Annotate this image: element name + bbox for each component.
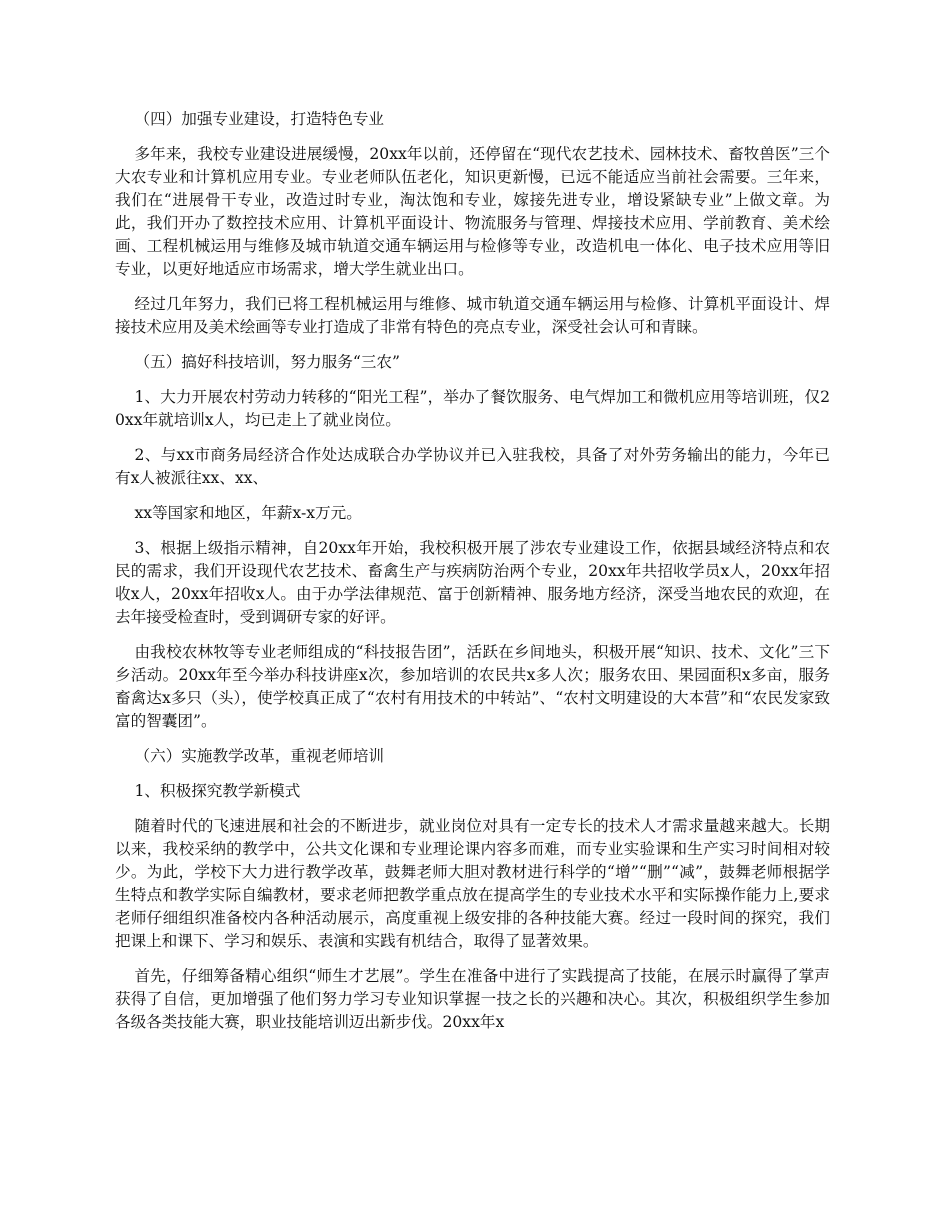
paragraph: 经过几年努力，我们已将工程机械运用与维修、城市轨道交通车辆运用与检修、计算机平面设计、焊接技术应用及美术绘画等专业打造成了非常有特色的亮点专业，深受社会认可和青睐。: [115, 295, 830, 336]
paragraph: 由我校农林牧等专业老师组成的“科技报告团”，活跃在乡间地头，积极开展“知识、技术、文化”三下乡活动。20xx年至今举办科技讲座x次，参加培训的农民共x多人次；服务农田、果园面积x多亩，服务畜禽达x多只（头），使学校真正成了“农村有用技术的中转站”、“农村文明建设的大本营”和“农民发家致富的智囊团”。: [115, 643, 830, 730]
paragraph: xx等国家和地区，年薪x-x万元。: [134, 504, 362, 522]
section-heading-6: （六）实施教学改革，重视老师培训: [134, 747, 385, 765]
paragraph: 多年来，我校专业建设进展缓慢，20xx年以前，还停留在“现代农艺技术、园林技术、畜牧兽医”三个大农专业和计算机应用专业。专业老师队伍老化，知识更新慢，已远不能适应当前社会需要。三年来，我们在“进展骨干专业，改造过时专业，淘汰饱和专业，嫁接先进专业，增设紧缺专业”上做文章。为此，我们开办了数控技术应用、计算机平面设计、物流服务与管理、焊接技术应用、学前教育、美术绘画、工程机械运用与维修及城市轨道交通车辆运用与检修等专业，改造机电一体化、电子技术应用等旧专业，以更好地适应市场需求，增大学生就业出口。: [115, 145, 830, 278]
paragraph: 首先，仔细筹备精心组织“师生才艺展”。学生在准备中进行了实践提高了技能，在展示时赢得了掌声获得了自信，更加增强了他们努力学习专业知识掌握一技之长的兴趣和决心。其次，积极组织学生参加各级各类技能大赛，职业技能培训迈出新步伐。20xx年x: [115, 967, 830, 1031]
section-heading-4: （四）加强专业建设，打造特色专业: [134, 110, 385, 128]
document-page: [115, 108, 830, 1046]
paragraph: 3、根据上级指示精神，自20xx年开始，我校积极开展了涉农专业建设工作，依据县域经济特点和农民的需求，我们开设现代农艺技术、畜禽生产与疾病防治两个专业，20xx年共招收学员x人，20xx年招收x人，20xx年招收x人。由于办学法律规范、富于创新精神、服务地方经济，深受当地农民的欢迎，在去年接受检查时，受到调研专家的好评。: [115, 539, 830, 626]
paragraph: 随着时代的飞速进展和社会的不断进步，就业岗位对具有一定专长的技术人才需求量越来越大。长期以来，我校采纳的教学中，公共文化课和专业理论课内容多而难，而专业实验课和生产实习时间相对较少。为此，学校下大力进行教学改革，鼓舞老师大胆对教材进行科学的“增”“删”“减”，鼓舞老师根据学生特点和教学实际自编教材，要求老师把教学重点放在提高学生的专业技术水平和实际操作能力上,要求老师仔细组织准备校内各种活动展示，高度重视上级安排的各种技能大赛。经过一段时间的探究，我们把课上和课下、学习和娱乐、表演和实践有机结合，取得了显著效果。: [115, 817, 830, 950]
section-heading-5: （五）搞好科技培训，努力服务“三农”: [134, 353, 400, 371]
subsection-heading: 1、积极探究教学新模式: [134, 782, 301, 800]
paragraph: 2、与xx市商务局经济合作处达成联合办学协议并已入驻我校，具备了对外劳务输出的能力，今年已有x人被派往xx、xx、: [115, 446, 830, 487]
paragraph: 1、大力开展农村劳动力转移的“阳光工程”，举办了餐饮服务、电气焊加工和微机应用等培训班，仅20xx年就培训x人，均已走上了就业岗位。: [115, 388, 830, 429]
